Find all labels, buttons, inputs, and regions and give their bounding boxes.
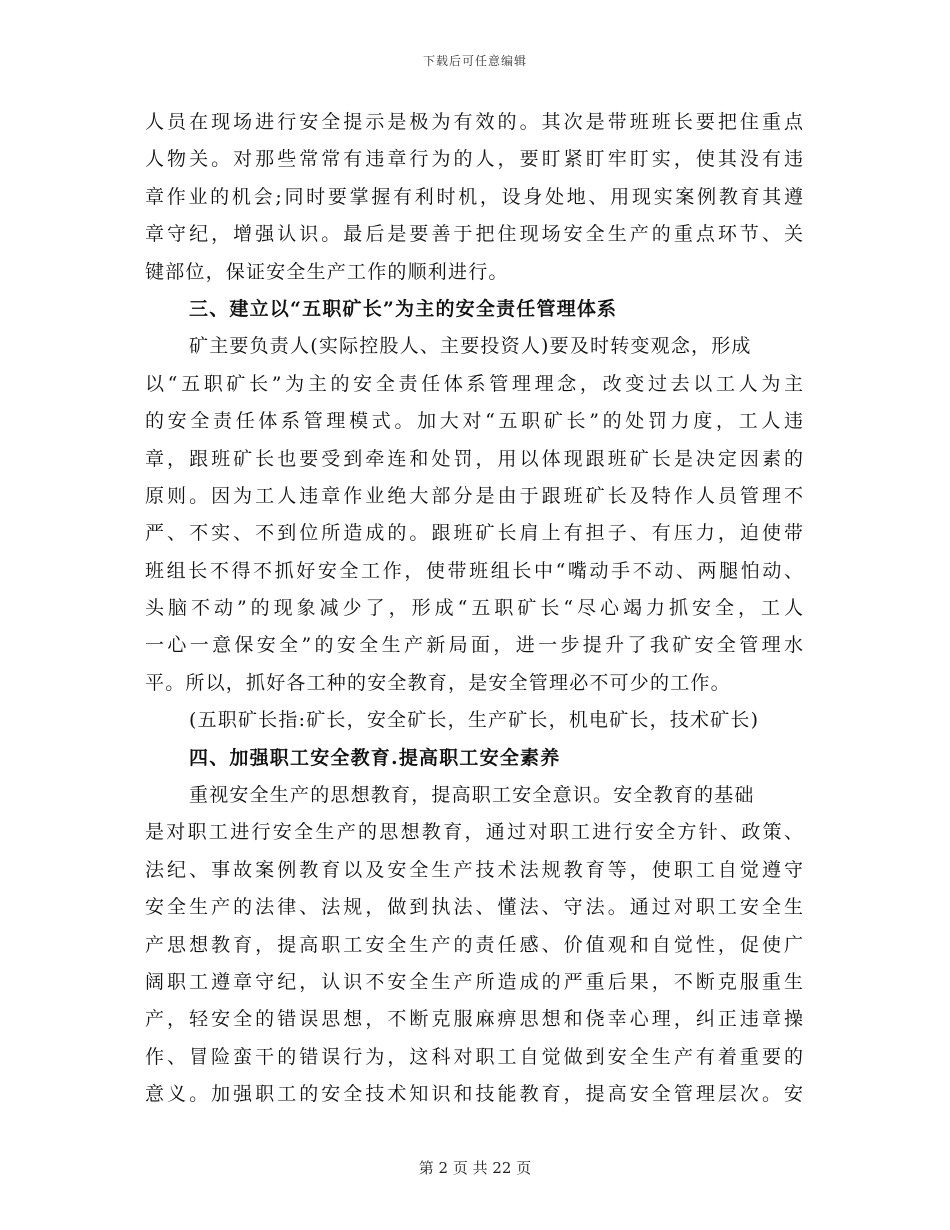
page-header: 下载后可任意编辑 <box>422 54 527 68</box>
body-line: 头脑不动”的现象减少了，形成“五职矿长“尽心竭力抓安全，工人 <box>145 597 803 620</box>
body-line: 键部位，保证安全生产工作的顺利进行。 <box>145 260 509 283</box>
body-line: 一心一意保安全”的安全生产新局面，进一步提升了我矿安全管理水 <box>145 634 803 657</box>
body-line: 原则。因为工人违章作业绝大部分是由于跟班矿长及特作人员管理不 <box>145 484 803 507</box>
body-line: 意义。加强职工的安全技术知识和技能教育，提高安全管理层次。安 <box>145 1083 803 1106</box>
body-line: 作、冒险蛮干的错误行为，这科对职工自觉做到安全生产有着重要的 <box>145 1045 803 1068</box>
body-line: 产思想教育，提高职工安全生产的责任感、价值观和自觉性，促使广 <box>145 933 803 956</box>
section-heading: 四、加强职工安全教育.提高职工安全素养 <box>189 746 561 769</box>
document-body <box>145 104 803 1114</box>
body-line: 严、不实、不到位所造成的。跟班矿长肩上有担子、有压力，迫使带 <box>145 522 803 545</box>
section-heading: 三、建立以“五职矿长”为主的安全责任管理体系 <box>189 297 618 320</box>
body-line: 以“五职矿长”为主的安全责任体系管理理念，改变过去以工人为主 <box>145 372 803 395</box>
body-line: 阔职工遵章守纪，认识不安全生产所造成的严重后果，不断克服重生 <box>145 970 803 993</box>
body-line: 的安全责任体系管理模式。加大对“五职矿长”的处罚力度，工人违 <box>145 410 803 433</box>
page-number-footer: 第 2 页 共 22 页 <box>418 1159 532 1177</box>
body-line: (五职矿长指:矿长，安全矿长，生产矿长，机电矿长，技术矿长) <box>189 709 760 732</box>
body-line: 人物关。对那些常常有违章行为的人，要盯紧盯牢盯实，使其没有违 <box>145 148 803 171</box>
body-line: 产，轻安全的错误思想，不断克服麻痹思想和侥幸心理，纠正违章操 <box>145 1008 803 1031</box>
body-line: 矿主要负责人(实际控股人、主要投资人)要及时转变观念，形成 <box>189 335 752 358</box>
body-line: 章，跟班矿长也要受到牵连和处罚，用以体现跟班矿长是决定因素的 <box>145 447 803 470</box>
body-line: 平。所以，抓好各工种的安全教育，是安全管理必不可少的工作。 <box>145 671 731 694</box>
body-line: 安全生产的法律、法规，做到执法、懂法、守法。通过对职工安全生 <box>145 896 803 919</box>
body-line: 是对职工进行安全生产的思想教育，通过对职工进行安全方针、政策、 <box>145 821 803 844</box>
body-line: 班组长不得不抓好安全工作，使带班组长中“嘴动手不动、两腿怕动、 <box>145 559 803 582</box>
body-line: 章守纪，增强认识。最后是要善于把住现场安全生产的重点环节、关 <box>145 223 803 246</box>
body-line: 人员在现场进行安全提示是极为有效的。其次是带班班长要把住重点 <box>145 111 803 133</box>
body-line: 重视安全生产的思想教育，提高职工安全意识。安全教育的基础 <box>189 784 755 807</box>
body-line: 章作业的机会;同时要掌握有利时机，设身处地、用现实案例教育其遵 <box>145 185 803 208</box>
body-line: 法纪、事故案例教育以及安全生产技术法规教育等，使职工自觉遵守 <box>145 858 803 881</box>
